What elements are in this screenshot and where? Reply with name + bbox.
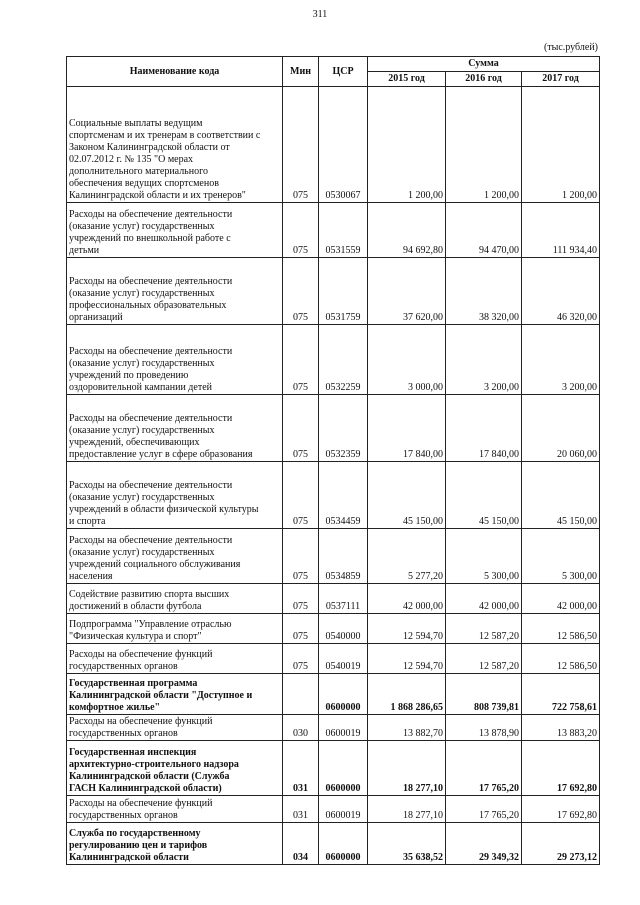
row-2017: 45 150,00	[522, 462, 600, 529]
header-2017: 2017 год	[522, 72, 600, 87]
row-2017: 20 060,00	[522, 395, 600, 462]
row-2017: 42 000,00	[522, 584, 600, 614]
row-2015: 42 000,00	[368, 584, 446, 614]
row-csr: 0531759	[319, 258, 368, 325]
row-csr: 0600000	[319, 674, 368, 715]
row-2015: 45 150,00	[368, 462, 446, 529]
row-min: 075	[283, 87, 319, 203]
table-row	[67, 741, 600, 796]
header-2016: 2016 год	[446, 72, 522, 87]
row-2016: 808 739,81	[446, 674, 522, 715]
row-csr: 0530067	[319, 87, 368, 203]
row-name: Расходы на обеспечение деятельности (оказание услуг) государственных учреждений по проведению оздоровительной кампании детей	[67, 325, 283, 395]
row-min: 075	[283, 258, 319, 325]
row-name: Расходы на обеспечение деятельности (оказание услуг) государственных учреждений социального обслуживания населения	[67, 529, 283, 584]
row-name: Государственная программа Калининградской области "Доступное и комфортное жилье"	[67, 674, 283, 715]
row-2016: 45 150,00	[446, 462, 522, 529]
row-csr: 0531559	[319, 203, 368, 258]
row-csr: 0600000	[319, 741, 368, 796]
header-sum: Сумма	[368, 57, 600, 72]
row-csr: 0534459	[319, 462, 368, 529]
page-number: 311	[312, 9, 328, 20]
row-2017: 5 300,00	[522, 529, 600, 584]
header-name: Наименование кода	[67, 57, 283, 87]
row-name: Социальные выплаты ведущим спортсменам и их тренерам в соответствии с Законом Калининградской области от 02.07.2012 г. № 135 "О мерах дополнительного материального обеспечения ведущих спортсменов Калининградской области и их тренеров"	[67, 87, 283, 203]
row-2015: 18 277,10	[368, 796, 446, 823]
header-2015: 2015 год	[368, 72, 446, 87]
header-csr: ЦСР	[319, 57, 368, 87]
row-2016: 12 587,20	[446, 644, 522, 674]
table-row	[67, 796, 600, 823]
row-csr: 0540019	[319, 644, 368, 674]
row-2015: 94 692,80	[368, 203, 446, 258]
row-min: 034	[283, 823, 319, 865]
row-2016: 94 470,00	[446, 203, 522, 258]
row-2015: 3 000,00	[368, 325, 446, 395]
row-2015: 1 200,00	[368, 87, 446, 203]
table-row	[67, 823, 600, 865]
row-2015: 18 277,10	[368, 741, 446, 796]
row-2016: 38 320,00	[446, 258, 522, 325]
row-2016: 29 349,32	[446, 823, 522, 865]
row-2017: 12 586,50	[522, 614, 600, 644]
row-2017: 46 320,00	[522, 258, 600, 325]
table-row	[67, 584, 600, 614]
row-csr: 0534859	[319, 529, 368, 584]
row-name: Расходы на обеспечение функций государственных органов	[67, 715, 283, 741]
row-2015: 12 594,70	[368, 644, 446, 674]
row-2015: 1 868 286,65	[368, 674, 446, 715]
row-name: Содействие развитию спорта высших достижений в области футбола	[67, 584, 283, 614]
row-name: Расходы на обеспечение деятельности (оказание услуг) государственных учреждений по внешкольной работе с детьми	[67, 203, 283, 258]
row-min: 031	[283, 796, 319, 823]
table-row	[67, 325, 600, 395]
row-csr: 0600019	[319, 796, 368, 823]
row-2017: 17 692,80	[522, 741, 600, 796]
row-2016: 17 765,20	[446, 741, 522, 796]
row-2016: 1 200,00	[446, 87, 522, 203]
table-row	[67, 87, 600, 203]
row-csr: 0532259	[319, 325, 368, 395]
row-min: 075	[283, 325, 319, 395]
row-name: Подпрограмма "Управление отраслью "Физическая культура и спорт"	[67, 614, 283, 644]
row-2017: 3 200,00	[522, 325, 600, 395]
row-csr: 0600019	[319, 715, 368, 741]
row-min: 030	[283, 715, 319, 741]
row-2016: 3 200,00	[446, 325, 522, 395]
row-2015: 12 594,70	[368, 614, 446, 644]
table-row	[67, 614, 600, 644]
row-min: 075	[283, 529, 319, 584]
row-2016: 12 587,20	[446, 614, 522, 644]
row-min: 075	[283, 395, 319, 462]
row-name: Расходы на обеспечение функций государственных органов	[67, 796, 283, 823]
units-note: (тыс.рублей)	[543, 42, 598, 53]
budget-table	[66, 56, 600, 865]
row-2017: 1 200,00	[522, 87, 600, 203]
row-2017: 13 883,20	[522, 715, 600, 741]
table-row	[67, 529, 600, 584]
row-min	[283, 674, 319, 715]
row-2015: 35 638,52	[368, 823, 446, 865]
header-min: Мин	[283, 57, 319, 87]
row-2016: 17 840,00	[446, 395, 522, 462]
row-name: Расходы на обеспечение функций государственных органов	[67, 644, 283, 674]
table-row	[67, 395, 600, 462]
row-2017: 29 273,12	[522, 823, 600, 865]
row-name: Расходы на обеспечение деятельности (оказание услуг) государственных учреждений, обеспечивающих предоставление услуг в сфере образования	[67, 395, 283, 462]
row-2017: 111 934,40	[522, 203, 600, 258]
table-row	[67, 674, 600, 715]
row-name: Служба по государственному регулированию цен и тарифов Калининградской области	[67, 823, 283, 865]
table-row	[67, 258, 600, 325]
row-2016: 42 000,00	[446, 584, 522, 614]
row-min: 075	[283, 462, 319, 529]
row-csr: 0537111	[319, 584, 368, 614]
table-row	[67, 715, 600, 741]
row-csr: 0600000	[319, 823, 368, 865]
row-min: 075	[283, 203, 319, 258]
table-row	[67, 203, 600, 258]
row-min: 075	[283, 614, 319, 644]
row-min: 075	[283, 644, 319, 674]
row-2016: 17 765,20	[446, 796, 522, 823]
row-2015: 37 620,00	[368, 258, 446, 325]
row-name: Расходы на обеспечение деятельности (оказание услуг) государственных учреждений в области физической культуры и спорта	[67, 462, 283, 529]
row-2017: 17 692,80	[522, 796, 600, 823]
row-2015: 17 840,00	[368, 395, 446, 462]
table-row	[67, 644, 600, 674]
table-body	[67, 87, 600, 865]
row-min: 031	[283, 741, 319, 796]
row-csr: 0532359	[319, 395, 368, 462]
row-csr: 0540000	[319, 614, 368, 644]
row-2015: 13 882,70	[368, 715, 446, 741]
row-name: Государственная инспекция архитектурно-строительного надзора Калининградской области (Служба ГАСН Калининградской области)	[67, 741, 283, 796]
table-row	[67, 462, 600, 529]
row-2016: 13 878,90	[446, 715, 522, 741]
row-2017: 722 758,61	[522, 674, 600, 715]
row-2016: 5 300,00	[446, 529, 522, 584]
row-2017: 12 586,50	[522, 644, 600, 674]
row-min: 075	[283, 584, 319, 614]
row-2015: 5 277,20	[368, 529, 446, 584]
row-name: Расходы на обеспечение деятельности (оказание услуг) государственных профессиональных образовательных организаций	[67, 258, 283, 325]
